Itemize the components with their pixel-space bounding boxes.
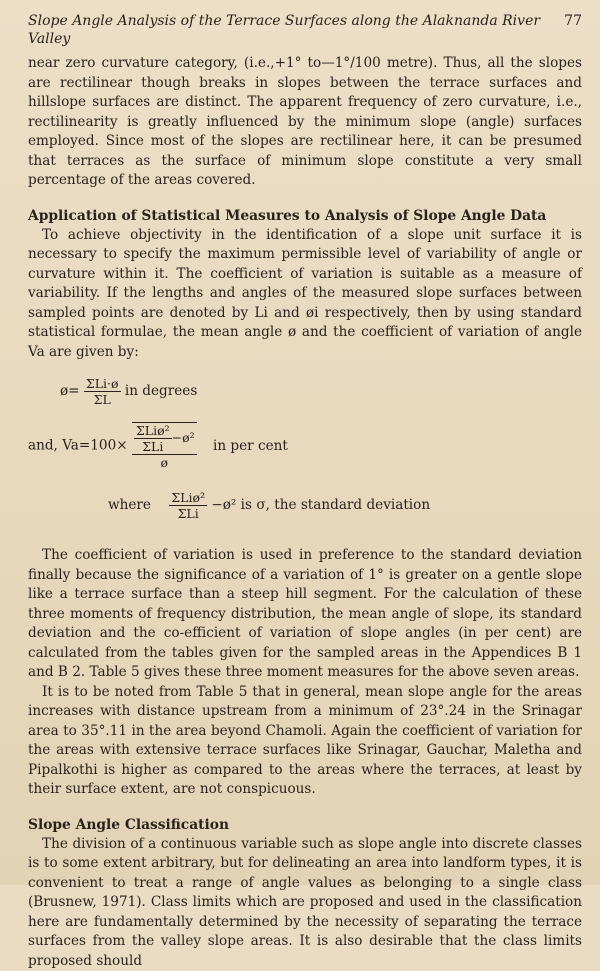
intro-paragraph: near zero curvature category, (i.e.,+1° to—1°/100 metre). Thus, all the slopes are rectilinear though breaks in slopes between the terrace surfaces and hillslope surfaces are distinct. The apparent frequency of zero curvature, i.e., rectilinearity is greatly influenced by the minimum slope (angle) surfaces employed. Since most of the slopes are rectilinear here, it can be presumed that terraces as the surface of minimum slope constitute a very small percentage of the areas covered. — [28, 54, 582, 191]
section-heading-statistical-measures: Application of Statistical Measures to Analysis of Slope Angle Data — [28, 207, 582, 226]
mean-angle-formula: ø= $\frac{\text{ΣLi·ø}}{\Sigma L}$ in degrees — [60, 376, 197, 407]
running-header — [28, 12, 582, 48]
slope-classification-paragraph: The division of a continuous variable such as slope angle into discrete classes is to some extent arbitrary, but for delineating an area into landform types, it is convenient to treat a range of angle values as belonging to a single class (Brusnew, 1971). Class limits which are proposed and used in the classification here are fundamentally determined by the necessity of separating the terrace surfaces from the valley slope areas. It is also desirable that the class limits proposed should — [28, 835, 582, 971]
header-title: Slope Angle Analysis of the Terrace Surfaces along the Alaknanda River Valley — [28, 12, 564, 48]
coefficient-variation-formula: and, Va=100× $\frac{\text{ΣLiø²}}{\text{ΣLi}}$ −ø² ø in per cent — [28, 422, 288, 470]
coefficient-paragraph: The coefficient of variation is used in preference to the standard deviation finally because the significance of a variation of 1° is greater on a gentle slope like a terrace surface than a steep hill segment. For the calculation of these three moments of frequency distribution, the mean angle of slope, its standard deviation and the co-efficient of variation of slope angles (in per cent) are calculated from the tables given for the sampled areas in the Appendices B 1 and B 2. Table 5 gives these three moment measures for the above seven areas. — [28, 546, 582, 683]
page-number: 77 — [564, 12, 582, 48]
table5-paragraph: It is to be noted from Table 5 that in general, mean slope angle for the areas increases with distance upstream from a minimum of 23°.24 in the Srinagar area to 35°.11 in the area beyond Chamoli. Again the coefficient of variation for the areas with extensive terrace surfaces like Srinagar, Gauchar, Maletha and Pipalkothi is higher as compared to the areas where the terraces, at least by their surface extent, are not conspicuous. — [28, 683, 582, 800]
statistical-measures-paragraph: To achieve objectivity in the identification of a slope unit surface it is necessary to specify the maximum permissible level of variability of angle or curvature within it. The coefficient of variation is suitable as a measure of variability. If the lengths and angles of the measured slope surfaces between sampled points are denoted by Li and øi respectively, then by using standard statistical formulae, the mean angle ø and the coefficient of variation of angle Va are given by: — [28, 226, 582, 363]
section-heading-slope-classification: Slope Angle Classification — [28, 816, 582, 835]
standard-deviation-formula: where $\frac{\text{ΣLiø²}}{\text{ΣLi}}$ −ø² is σ, the standard deviation — [108, 490, 430, 521]
formula-block — [28, 362, 582, 534]
